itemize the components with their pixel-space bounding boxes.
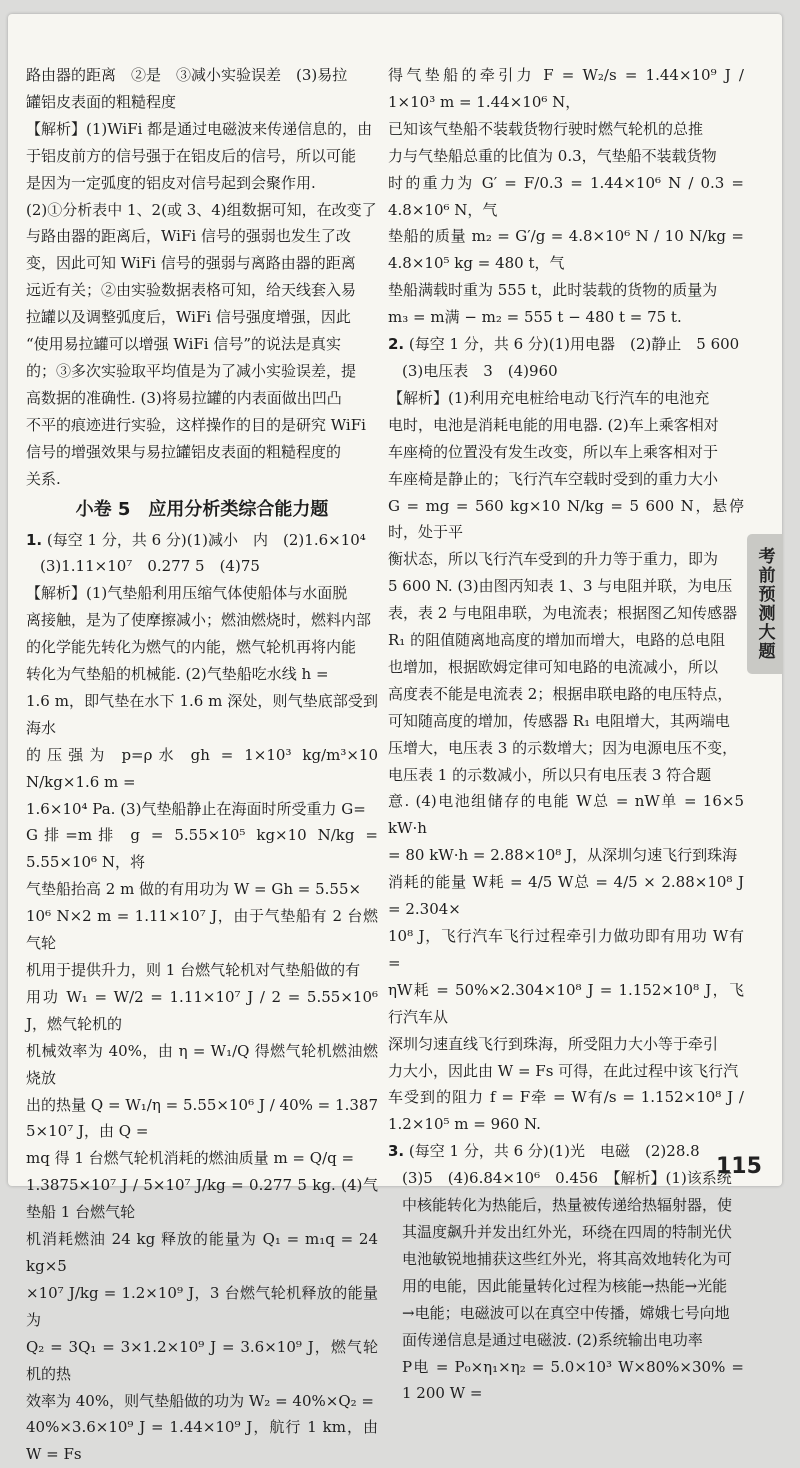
- text-line: 车座椅的位置没有发生改变，所以车上乘客相对于: [388, 442, 719, 461]
- text-line: 中核能转化为热能后，热量被传递给热辐射器，使: [402, 1196, 733, 1215]
- text-line: 电池敏锐地捕获这些红外光，将其高效地转化为可: [402, 1249, 733, 1268]
- text-line: 垫船满载时重为 555 t，此时装载的货物的质量为: [388, 281, 718, 300]
- text-line: (每空 1 分，共 6 分)(1)减小 内 (2)1.6×10⁴: [46, 530, 366, 549]
- text-line: 深圳匀速直线飞行到珠海，所受阻力大小等于牵引: [388, 1034, 719, 1053]
- text-line: (每空 1 分，共 6 分)(1)用电器 (2)静止 5 600: [408, 335, 740, 354]
- text-line: 高度表不能是电流表 2；根据串联电路的电压特点，: [388, 684, 733, 703]
- text-line: 离接触，是为了使摩擦减小；燃油燃烧时，燃料内部: [26, 611, 372, 630]
- text-line: P电 = P₀×η₁×η₂ = 5.0×10³ W×80%×30% = 1 200 W =: [402, 1357, 744, 1403]
- text-line: 可知随高度的增加，传感器 R₁ 电阻增大，其两端电: [388, 711, 730, 730]
- text-line: R₁ 的阻值随离地高度的增加而增大，电路的总电阻: [388, 631, 726, 650]
- text-line: “使用易拉罐可以增强 WiFi 信号”的说法是真实: [26, 335, 342, 354]
- text-line: 电时，电池是消耗电能的用电器. (2)车上乘客相对: [388, 415, 719, 434]
- text-line: (2)①分析表中 1、2(或 3、4)组数据可知，在改变了: [26, 200, 377, 219]
- text-line: 5 600 N. (3)由图丙知表 1、3 与电阻并联，为电压: [388, 577, 733, 596]
- text-line: 【解析】(1)利用充电桩给电动飞行汽车的电池充: [388, 388, 710, 407]
- text-line: 40%×3.6×10⁹ J = 1.44×10⁹ J，航行 1 km，由 W = Fs: [26, 1418, 378, 1464]
- page: [8, 14, 782, 1464]
- text-line: 时的重力为 G′ = F/0.3 = 1.44×10⁶ N / 0.3 = 4.8×10⁶ N，气: [388, 173, 744, 219]
- text-line: 不平的痕迹进行实验，这样操作的目的是研究 WiFi: [26, 415, 366, 434]
- text-line: 气垫船抬高 2 m 做的有用功为 W = Gh = 5.55×: [26, 880, 362, 899]
- text-line: 10⁶ N×2 m = 1.11×10⁷ J，由于气垫船有 2 台燃气轮: [26, 907, 378, 953]
- section-title: 小卷 5 应用分析类综合能力题: [75, 498, 329, 520]
- text-line: 是因为一定弧度的铝皮对信号起到会聚作用.: [26, 173, 316, 192]
- text-line: 机用于提供升力，则 1 台燃气轮机对气垫船做的有: [26, 961, 361, 979]
- text-line: = 80 kW·h = 2.88×10⁸ J，从深圳匀速飞行到珠海: [388, 846, 738, 865]
- text-line: 意. (4)电池组储存的电能 W总 = nW单 = 16×5 kW·h: [388, 792, 744, 838]
- text-line: 的；③多次实验取平均值是为了减小实验误差，提: [26, 361, 357, 380]
- text-line: Q₂ = 3Q₁ = 3×1.2×10⁹ J = 3.6×10⁹ J，燃气轮机的热: [26, 1337, 378, 1383]
- text-line: 车受到的阻力 f = F牵 = W有/s = 1.152×10⁸ J / 1.2×10⁵ m = 960 N.: [388, 1088, 744, 1134]
- text-line: ×10⁷ J/kg = 1.2×10⁹ J，3 台燃气轮机释放的能量为: [26, 1283, 378, 1329]
- text-line: 用的电能，因此能量转化过程为核能→热能→光能: [402, 1276, 728, 1295]
- text-line: 罐铝皮表面的粗糙程度: [26, 92, 177, 111]
- text-line: 电压表 1 的示数减小，所以只有电压表 3 符合题: [388, 765, 712, 784]
- text-line: 与路由器的距离后，WiFi 信号的强弱也发生了改: [26, 227, 351, 246]
- text-line: 【解析】(1)WiFi 都是通过电磁波来传递信息的，由: [26, 119, 373, 138]
- text-line: 力大小，因此由 W = Fs 可得，在此过程中该飞行汽: [388, 1061, 739, 1080]
- question-number: 1.: [26, 530, 43, 549]
- text-line: 效率为 40%，则气垫船做的功为 W₂ = 40%×Q₂ =: [26, 1391, 374, 1410]
- text-line: (3)5 (4)6.84×10⁶ 0.456 【解析】(1)该系统: [402, 1169, 732, 1188]
- text-line: 远近有关；②由实验数据表格可知，给天线套入易: [26, 281, 357, 300]
- text-line: 机械效率为 40%，由 η = W₁/Q 得燃气轮机燃油燃烧放: [26, 1041, 378, 1087]
- text-line: 其温度飙升并发出红外光，环绕在四周的特制光伏: [402, 1222, 733, 1241]
- text-line: 消耗的能量 W耗 = 4/5 W总 = 4/5 × 2.88×10⁸ J = 2.304×: [388, 873, 744, 919]
- question-number: 2.: [388, 335, 405, 354]
- text-line: 得气垫船的牵引力 F = W₂/s = 1.44×10⁹ J / 1×10³ m = 1.44×10⁶ N，: [388, 66, 744, 111]
- text-line: 10⁸ J，飞行汽车飞行过程牵引力做功即有用功 W有 =: [388, 927, 744, 972]
- text-line: 的压强为 p=ρ水 gh = 1×10³ kg/m³×10 N/kg×1.6 m =: [26, 745, 378, 791]
- text-line: 面传递信息是通过电磁波. (2)系统输出电功率: [402, 1330, 703, 1349]
- text-line: (每空 1 分，共 6 分)(1)光 电磁 (2)28.8: [408, 1142, 700, 1161]
- text-line: G排=m排 g = 5.55×10⁵ kg×10 N/kg = 5.55×10⁶ N，将: [26, 826, 378, 872]
- text-line: 垫船的质量 m₂ = G′/g = 4.8×10⁶ N / 10 N/kg = 4.8×10⁵ kg = 480 t，气: [388, 227, 744, 273]
- text-line: 衡状态，所以飞行汽车受到的升力等于重力，即为: [388, 550, 719, 569]
- text-line: 车座椅是静止的；飞行汽车空载时受到的重力大小: [388, 469, 719, 488]
- text-line: 【解析】(1)气垫船利用压缩气体使船体与水面脱: [26, 584, 348, 603]
- text-line: 关系.: [26, 469, 61, 488]
- text-line: 路由器的距离 ②是 ③减小实验误差 (3)易拉: [26, 66, 348, 84]
- text-line: 1.6×10⁴ Pa. (3)气垫船静止在海面时所受重力 G=: [26, 799, 366, 818]
- side-tab: 考前预测大题: [747, 534, 783, 674]
- left-column: [26, 62, 378, 1464]
- text-line: 力与气垫船总重的比值为 0.3，气垫船不装载货物: [388, 146, 717, 165]
- text-line: 机消耗燃油 24 kg 释放的能量为 Q₁ = m₁q = 24 kg×5: [26, 1230, 378, 1275]
- text-line: 信号的增强效果与易拉罐铝皮表面的粗糙程度的: [26, 442, 342, 461]
- text-line: 的化学能先转化为燃气的内能，燃气轮机再将内能: [26, 638, 357, 657]
- text-line: →电能；电磁波可以在真空中传播，嫦娥七号向地: [402, 1303, 730, 1322]
- top-margin: [8, 14, 782, 58]
- text-line: mq 得 1 台燃气轮机消耗的燃油质量 m = Q/q =: [26, 1149, 355, 1168]
- text-line: 1.3875×10⁷ J / 5×10⁷ J/kg = 0.277 5 kg. (4)气垫船 1 台燃气轮: [26, 1176, 378, 1222]
- text-line: G = mg = 560 kg×10 N/kg = 5 600 N，悬停时，处于平: [388, 496, 744, 542]
- text-line: (3)电压表 3 (4)960: [402, 361, 558, 380]
- text-line: 压增大，电压表 3 的示数增大；因为电源电压不变，: [388, 738, 738, 757]
- text-line: ηW耗 = 50%×2.304×10⁸ J = 1.152×10⁸ J，飞行汽车从: [388, 980, 744, 1026]
- text-line: 1.6 m，即气垫在水下 1.6 m 深处，则气垫底部受到海水: [26, 691, 378, 737]
- text-line: 出的热量 Q = W₁/η = 5.55×10⁶ J / 40% = 1.387 5×10⁷ J，由 Q =: [26, 1095, 378, 1141]
- page-number: 115: [716, 1154, 762, 1179]
- text-line: 也增加，根据欧姆定律可知电路的电流减小，所以: [388, 657, 719, 676]
- text-line: 于铝皮前方的信号强于在铝皮后的信号，所以可能: [26, 146, 357, 165]
- right-column: [388, 62, 744, 1403]
- text-line: 已知该气垫船不装载货物行驶时燃气轮机的总推: [388, 119, 704, 138]
- text-line: 表，表 2 与电阻串联，为电流表；根据图乙知传感器: [388, 604, 738, 623]
- text-line: m₃ = m满 − m₂ = 555 t − 480 t = 75 t.: [388, 308, 682, 327]
- text-line: 用功 W₁ = W/2 = 1.11×10⁷ J / 2 = 5.55×10⁶ J，燃气轮机的: [26, 987, 378, 1033]
- text-line: (3)1.11×10⁷ 0.277 5 (4)75: [40, 557, 260, 576]
- text-line: 变，因此可知 WiFi 信号的强弱与离路由器的距离: [26, 254, 356, 273]
- text-line: 高数据的准确性. (3)将易拉罐的内表面做出凹凸: [26, 388, 342, 407]
- text-line: 拉罐以及调整弧度后，WiFi 信号强度增强，因此: [26, 308, 351, 327]
- text-line: 转化为气垫船的机械能. (2)气垫船吃水线 h =: [26, 665, 329, 684]
- question-number: 3.: [388, 1142, 405, 1161]
